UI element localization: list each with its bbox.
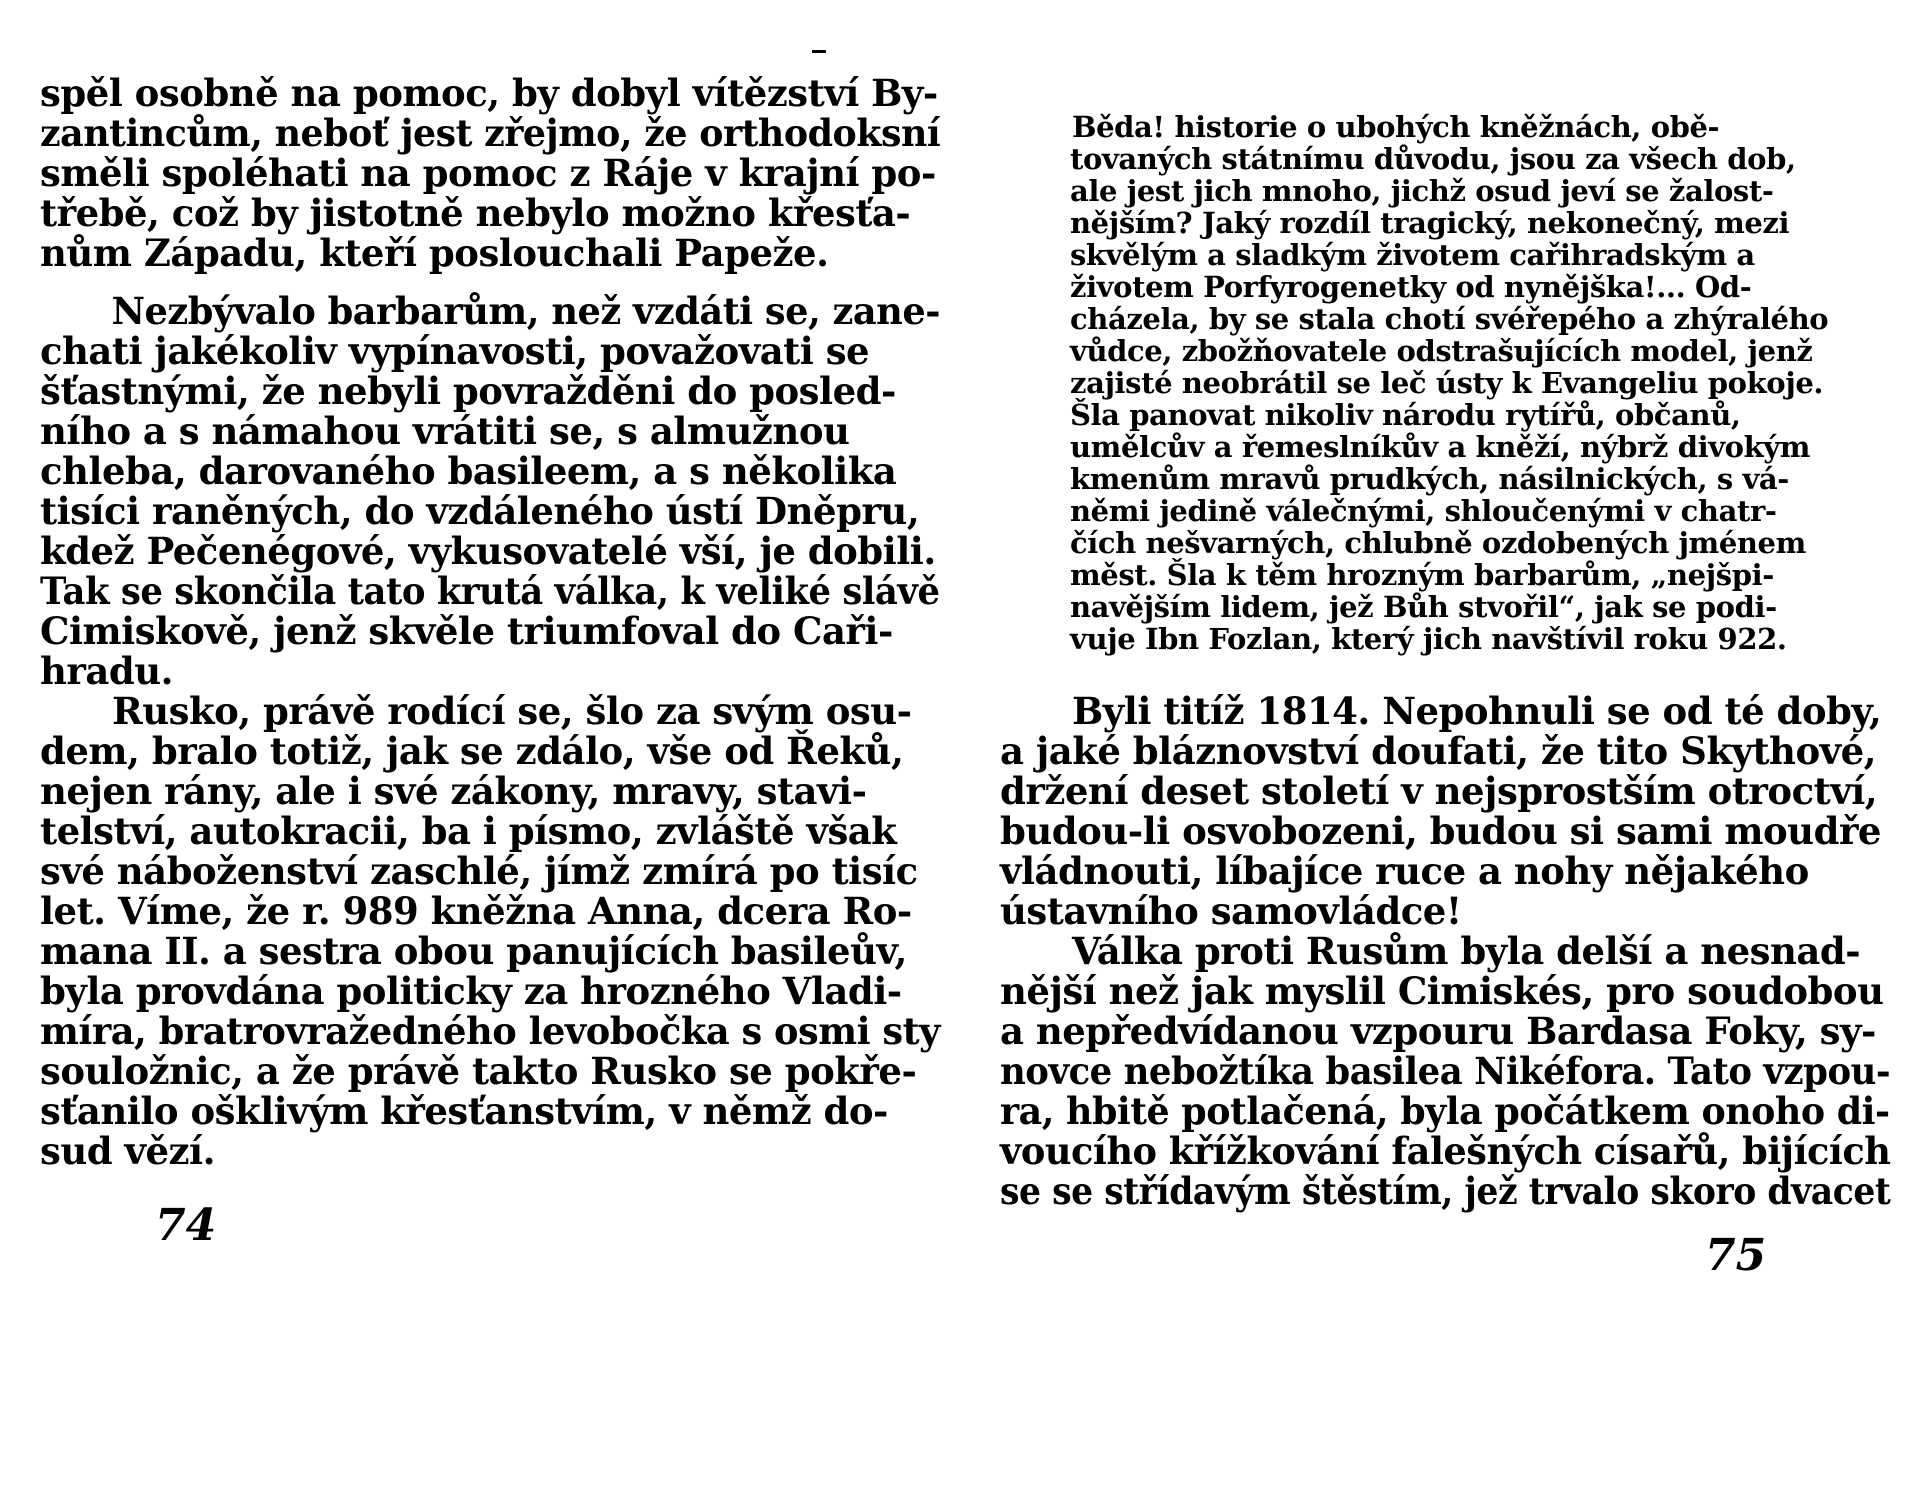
text-line: vládnouti, líbajíce ruce a nohy nějakého — [1000, 849, 1809, 893]
text-line: nům Západu, kteří poslouchali Papeže. — [40, 231, 829, 275]
text-line: nější než jak myslil Cimiskés, pro soudobou — [1000, 969, 1884, 1013]
text-line: šťastnými, že nebyli povražděni do posled- — [40, 369, 896, 413]
text-line: zantincům, neboť jest zřejmo, že orthodoksní — [40, 111, 941, 155]
quote-line: vůdce, zbožňovatele odstrašujících model, jenž — [1070, 334, 1813, 368]
text-line: souložnic, a že právě takto Rusko se pokře- — [40, 1049, 917, 1093]
text-line: své náboženství zaschlé, jímž zmírá po tisíc — [40, 849, 918, 893]
text-line: voucího křížkování falešných císařů, bijících — [1000, 1129, 1891, 1173]
text-line: budou-li osvobozeni, budou si sami moudře — [1000, 809, 1881, 853]
quote-line: skvělým a sladkým životem cařihradským a — [1070, 238, 1755, 272]
quote-line: nějším? Jaký rozdíl tragický, nekonečný, mezi — [1070, 206, 1790, 240]
paragraph-first-line: Nezbývalo barbarům, než vzdáti se, zane- — [111, 289, 940, 333]
quote-line: cházela, by se stala chotí svéřepého a zhýralého — [1070, 302, 1829, 336]
quote-line: navějším lidem, jež Bůh stvořil“, jak se podi- — [1070, 590, 1777, 624]
text-line: ra, hbitě potlačená, byla počátkem onoho di- — [1000, 1089, 1890, 1133]
text-line: držení deset století v nejsprostším otroctví, — [1000, 769, 1878, 813]
text-line: a jaké bláznovství doufati, že tito Skythové, — [1000, 729, 1877, 773]
text-line: třebě, což by jistotně nebylo možno křesťa- — [40, 191, 911, 235]
text-line: tisíci raněných, do vzdáleného ústí Dněpru, — [40, 489, 920, 533]
text-line: sťanilo ošklivým křesťanstvím, v němž do- — [40, 1089, 888, 1133]
text-line: se se střídavým štěstím, jež trvalo skoro dvacet — [1000, 1169, 1891, 1213]
quote-line: ale jest jich mnoho, jichž osud jeví se žalost- — [1070, 174, 1774, 208]
text-line: míra, bratrovražedného levobočka s osmi sty — [40, 1009, 940, 1053]
text-line: spěl osobně na pomoc, by dobyl vítězství By- — [40, 71, 938, 115]
text-line: chati jakékoliv vypínavosti, považovati se — [40, 329, 870, 373]
text-line: byla provdána politicky za hrozného Vladi- — [40, 969, 902, 1013]
page-number: 74 — [155, 1200, 217, 1251]
page-number: 75 — [1705, 1230, 1767, 1281]
quote-line: měst. Šla k těm hrozným barbarům, „nejšpi- — [1070, 558, 1774, 592]
paragraph-first-line: Rusko, právě rodící se, šlo za svým osu- — [112, 689, 912, 733]
text-line: sud vězí. — [40, 1129, 215, 1173]
quote-line: zajisté neobrátil se leč ústy k Evangeliu pokoje. — [1070, 366, 1824, 400]
text-line: telství, autokracii, ba i písmo, zvláště však — [40, 809, 897, 853]
quote-line: kmenům mravů prudkých, násilnických, s vá- — [1070, 462, 1789, 496]
text-line: a nepředvídanou vzpouru Bardasa Foky, sy- — [1000, 1009, 1876, 1053]
quote-first-line: Běda! historie o ubohých kněžnách, obě- — [1072, 110, 1720, 144]
text-line: Tak se skončila tato krutá válka, k veliké slávě — [40, 569, 940, 613]
quote-line: vuje Ibn Fozlan, který jich navštívil roku 922. — [1070, 622, 1787, 656]
text-line: ního a s námahou vrátiti se, s almužnou — [40, 409, 850, 453]
paragraph-first-line: Byli titíž 1814. Nepohnuli se od té doby, — [1072, 689, 1882, 733]
text-line: nejen rány, ale i své zákony, mravy, stavi- — [40, 769, 867, 813]
text-line: novce nebožtíka basilea Nikéfora. Tato vzpou- — [1000, 1049, 1891, 1093]
text-line: ústavního samovládce! — [1000, 889, 1462, 933]
text-line: chleba, darovaného basileem, a s několika — [40, 449, 897, 493]
quote-line: životem Porfyrogenetky od nynějška!... Od- — [1070, 270, 1752, 304]
text-line: let. Víme, že r. 989 kněžna Anna, dcera Ro- — [40, 889, 912, 933]
quote-line: tovaných státnímu důvodu, jsou za všech dob, — [1070, 142, 1796, 176]
page-top-mark — [812, 50, 826, 53]
quote-line: Šla panovat nikoliv národu rytířů, občanů, — [1070, 398, 1741, 432]
text-line: dem, bralo totiž, jak se zdálo, vše od Řeků, — [40, 729, 904, 773]
text-line: Cimiskově, jenž skvěle triumfoval do Caři- — [40, 609, 893, 653]
text-line: směli spoléhati na pomoc z Ráje v krajní po- — [40, 151, 936, 195]
paragraph-first-line: Válka proti Rusům byla delší a nesnad- — [1072, 929, 1861, 973]
text-line: kdež Pečenégové, vykusovatelé vší, je dobili. — [40, 529, 936, 573]
text-line: hradu. — [40, 649, 174, 693]
quote-line: umělcův a řemeslníkův a kněží, nýbrž divokým — [1070, 430, 1811, 464]
quote-line: němi jedině válečnými, shloučenými v chatr- — [1070, 494, 1777, 528]
text-line: mana II. a sestra obou panujících basileův, — [40, 929, 907, 973]
quote-line: čích nešvarných, chlubně ozdobených jménem — [1070, 526, 1806, 560]
